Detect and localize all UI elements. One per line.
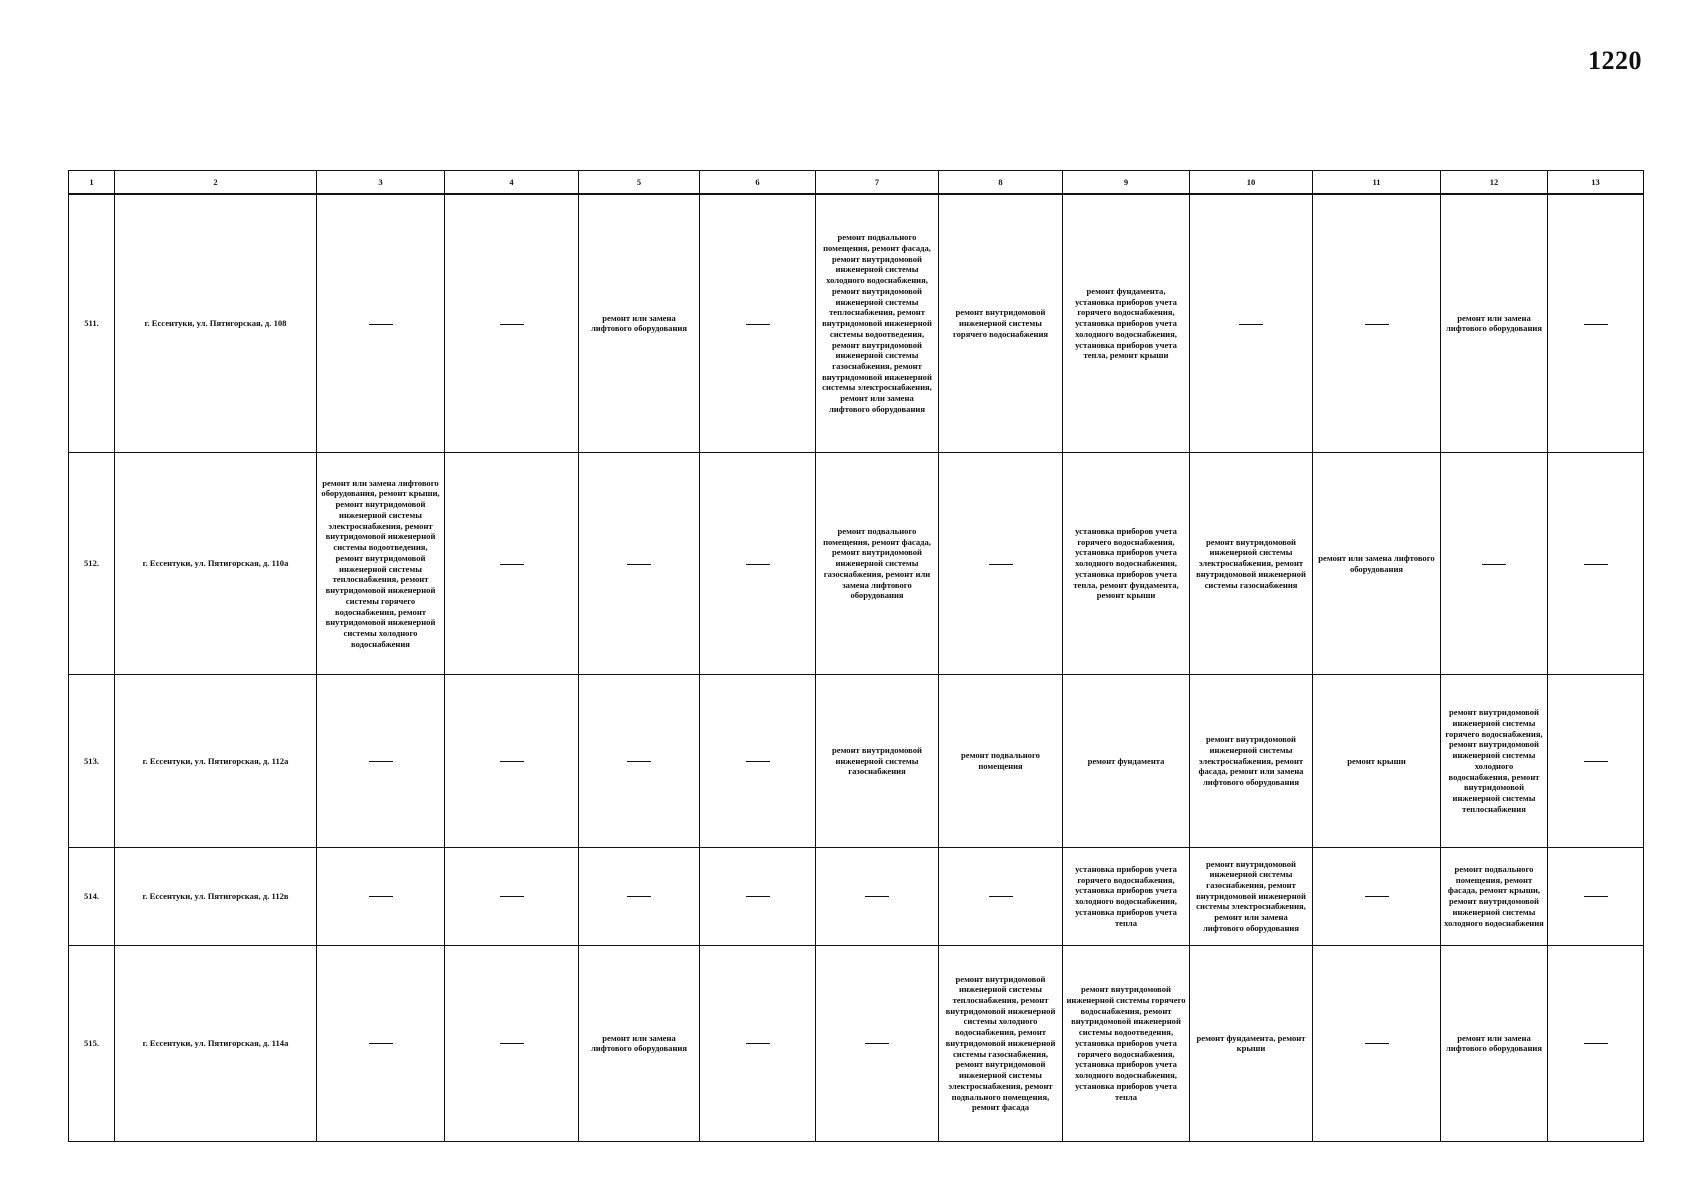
table-row [69, 675, 1644, 847]
empty-dash [1313, 194, 1441, 452]
table-row [69, 452, 1644, 674]
empty-dash [579, 675, 700, 847]
empty-dash [1548, 675, 1644, 847]
row-number: 512. [69, 452, 115, 674]
work-cell: ремонт или замена лифтового оборудования [1441, 945, 1548, 1141]
empty-dash [816, 945, 939, 1141]
empty-dash [1441, 452, 1548, 674]
work-cell: ремонт фундамента, ремонт крыши [1190, 945, 1313, 1141]
work-cell: ремонт или замена лифтового оборудования [1313, 452, 1441, 674]
work-cell: ремонт подвального помещения, ремонт фасада, ремонт внутридомовой инженерной системы газоснабжения, ремонт или замена лифтового оборудования [816, 452, 939, 674]
empty-dash [816, 847, 939, 945]
header-cell: 5 [579, 171, 700, 195]
header-cell: 10 [1190, 171, 1313, 195]
work-cell: ремонт или замена лифтового оборудования [579, 194, 700, 452]
table-header-row [69, 171, 1644, 195]
row-address: г. Ессентуки, ул. Пятигорская, д. 108 [115, 194, 317, 452]
work-cell: ремонт внутридомовой инженерной системы горячего водоснабжения, ремонт внутридомовой инженерной системы холодного водоснабжения, ремонт внутридомовой инженерной системы теплоснабжения [1441, 675, 1548, 847]
empty-dash [445, 675, 579, 847]
work-cell: ремонт фундамента, установка приборов учета горячего водоснабжения, установка приборов учета холодного водоснабжения, установка приборов учета тепла, ремонт крыши [1063, 194, 1190, 452]
row-number: 515. [69, 945, 115, 1141]
empty-dash [317, 847, 445, 945]
work-cell: ремонт или замена лифтового оборудования [579, 945, 700, 1141]
work-cell: ремонт или замена лифтового оборудования [1441, 194, 1548, 452]
empty-dash [579, 847, 700, 945]
work-cell: ремонт подвального помещения, ремонт фасада, ремонт крыши, ремонт внутридомовой инженерной системы холодного водоснабжения [1441, 847, 1548, 945]
empty-dash [700, 675, 816, 847]
work-cell: ремонт внутридомовой инженерной системы газоснабжения [816, 675, 939, 847]
empty-dash [1548, 194, 1644, 452]
row-number: 514. [69, 847, 115, 945]
work-cell: установка приборов учета горячего водоснабжения, установка приборов учета холодного водоснабжения, установка приборов учета тепла, ремонт фундамента, ремонт крыши [1063, 452, 1190, 674]
empty-dash [700, 452, 816, 674]
work-cell: ремонт внутридомовой инженерной системы электроснабжения, ремонт внутридомовой инженерной системы газоснабжения [1190, 452, 1313, 674]
empty-dash [445, 847, 579, 945]
empty-dash [1313, 945, 1441, 1141]
empty-dash [1548, 452, 1644, 674]
empty-dash [700, 945, 816, 1141]
empty-dash [317, 194, 445, 452]
work-cell: установка приборов учета горячего водоснабжения, установка приборов учета холодного водоснабжения, установка приборов учета тепла [1063, 847, 1190, 945]
work-cell: ремонт внутридомовой инженерной системы газоснабжения, ремонт внутридомовой инженерной системы электроснабжения, ремонт или замена лифтового оборудования [1190, 847, 1313, 945]
empty-dash [700, 847, 816, 945]
empty-dash [445, 452, 579, 674]
row-address: г. Ессентуки, ул. Пятигорская, д. 112а [115, 675, 317, 847]
empty-dash [1548, 847, 1644, 945]
header-cell: 4 [445, 171, 579, 195]
table-row [69, 194, 1644, 452]
work-cell: ремонт внутридомовой инженерной системы горячего водоснабжения [939, 194, 1063, 452]
header-cell: 12 [1441, 171, 1548, 195]
row-address: г. Ессентуки, ул. Пятигорская, д. 110а [115, 452, 317, 674]
empty-dash [317, 675, 445, 847]
work-cell: ремонт подвального помещения, ремонт фасада, ремонт внутридомовой инженерной системы холодного водоснабжения, ремонт внутридомовой инженерной системы теплоснабжения, ремонт внутридомовой инженерной системы водоотведения, ремонт внутридомовой инженерной системы газоснабжения, ремонт внутридомовой инженерной системы электроснабжения, ремонт или замена лифтового оборудования [816, 194, 939, 452]
header-cell: 3 [317, 171, 445, 195]
row-number: 513. [69, 675, 115, 847]
work-cell: ремонт подвального помещения [939, 675, 1063, 847]
header-cell: 1 [69, 171, 115, 195]
header-cell: 13 [1548, 171, 1644, 195]
empty-dash [317, 945, 445, 1141]
empty-dash [1190, 194, 1313, 452]
work-cell: ремонт крыши [1313, 675, 1441, 847]
header-cell: 2 [115, 171, 317, 195]
repair-schedule-table [68, 170, 1644, 1142]
row-number: 511. [69, 194, 115, 452]
header-cell: 9 [1063, 171, 1190, 195]
row-address: г. Ессентуки, ул. Пятигорская, д. 112в [115, 847, 317, 945]
page-number: 1220 [1588, 46, 1642, 75]
work-cell: ремонт внутридомовой инженерной системы электроснабжения, ремонт фасада, ремонт или замена лифтового оборудования [1190, 675, 1313, 847]
header-cell: 11 [1313, 171, 1441, 195]
work-cell: ремонт внутридомовой инженерной системы горячего водоснабжения, ремонт внутридомовой инженерной системы водоотведения, установка приборов учета горячего водоснабжения, установка приборов учета холодного водоснабжения, установка приборов учета тепла [1063, 945, 1190, 1141]
work-cell: ремонт или замена лифтового оборудования, ремонт крыши, ремонт внутридомовой инженерной системы электроснабжения, ремонт внутридомовой инженерной системы водоотведения, ремонт внутридомовой инженерной системы теплоснабжения, ремонт внутридомовой инженерной системы горячего водоснабжения, ремонт внутридомовой инженерной системы холодного водоснабжения [317, 452, 445, 674]
table-row [69, 945, 1644, 1141]
header-cell: 7 [816, 171, 939, 195]
empty-dash [939, 847, 1063, 945]
row-address: г. Ессентуки, ул. Пятигорская, д. 114а [115, 945, 317, 1141]
empty-dash [1313, 847, 1441, 945]
header-cell: 8 [939, 171, 1063, 195]
empty-dash [445, 945, 579, 1141]
header-cell: 6 [700, 171, 816, 195]
work-cell: ремонт внутридомовой инженерной системы теплоснабжения, ремонт внутридомовой инженерной системы холодного водоснабжения, ремонт внутридомовой инженерной системы газоснабжения, ремонт внутридомовой инженерной системы электроснабжения, ремонт подвального помещения, ремонт фасада [939, 945, 1063, 1141]
empty-dash [579, 452, 700, 674]
empty-dash [700, 194, 816, 452]
empty-dash [445, 194, 579, 452]
work-cell: ремонт фундамента [1063, 675, 1190, 847]
empty-dash [939, 452, 1063, 674]
empty-dash [1548, 945, 1644, 1141]
table-row [69, 847, 1644, 945]
